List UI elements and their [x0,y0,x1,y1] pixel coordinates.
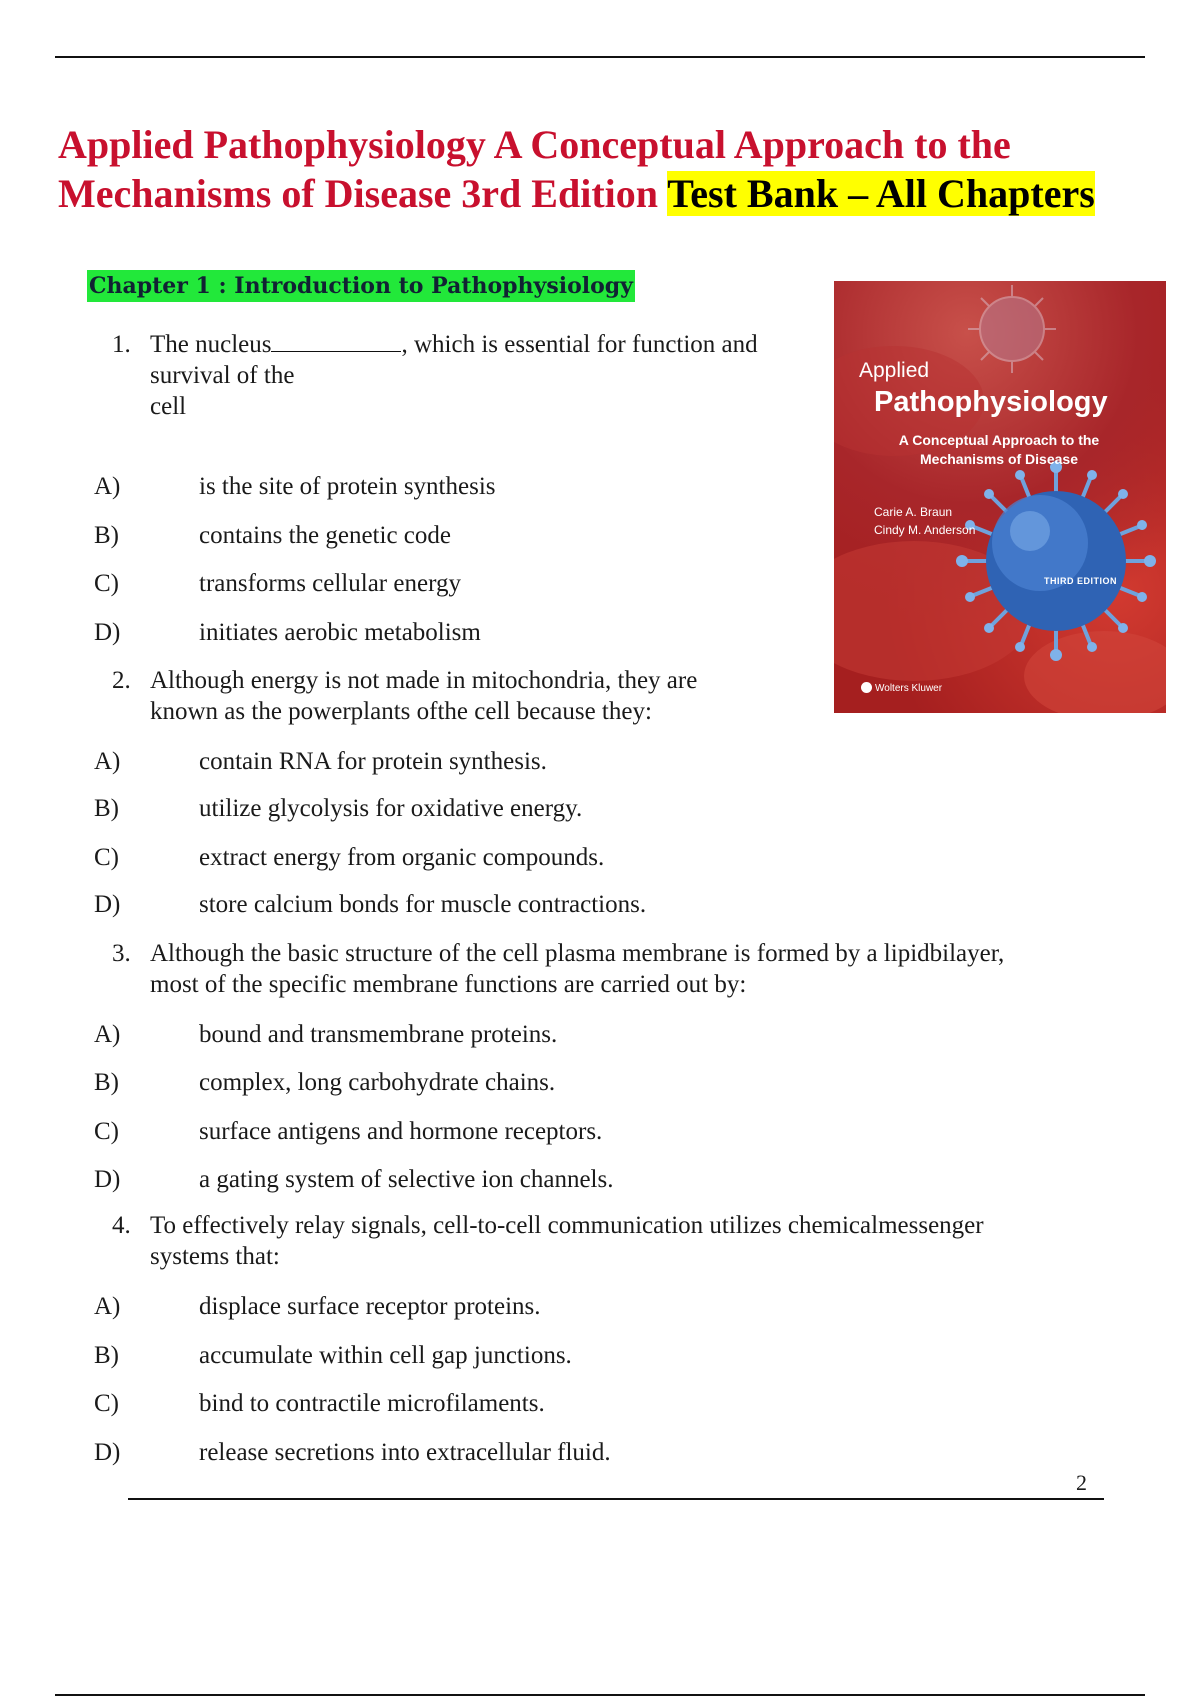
question-number: 1. [112,331,131,358]
cover-author: Carie A. Braun [874,505,953,519]
document-title [58,120,1178,218]
page-number: 2 [1076,1470,1087,1495]
answer-option: D) release secretions into extracellular fluid. [94,1439,611,1466]
cover-subtitle: A Conceptual Approach to the Mechanisms of Disease [898,432,1100,467]
footer-rule [128,1498,1104,1500]
title-main: Applied Pathophysiology A Conceptual Approach to the Mechanisms of Disease 3rd Edition [58,122,1011,216]
question-2 [112,665,1072,727]
question-1 [112,329,1072,422]
answer-option: A) is the site of protein synthesis [94,473,496,500]
chapter-heading: Chapter 1 : Introduction to Pathophysiology [87,270,635,302]
answer-option: C) transforms cellular energy [94,570,461,597]
answer-option: D) a gating system of selective ion channels. [94,1166,614,1193]
answer-option: D) initiates aerobic metabolism [94,619,481,646]
cover-edition: THIRD EDITION [1044,576,1117,586]
answer-option: A) bound and transmembrane proteins. [94,1021,558,1048]
question-number: 2. [112,667,131,694]
answer-option: C) extract energy from organic compounds. [94,844,605,871]
cover-applied: Applied [859,359,930,382]
answer-option: B) utilize glycolysis for oxidative energy. [94,795,583,822]
question-stem: Although energy is not made in mitochondria, they are known as the powerplants ofthe cell because they: [150,667,698,725]
cover-title: Pathophysiology [874,386,1108,418]
answer-option: B) complex, long carbohydrate chains. [94,1069,556,1096]
answer-option: B) accumulate within cell gap junctions. [94,1342,572,1369]
answer-option: A) contain RNA for protein synthesis. [94,748,547,775]
question-3 [112,938,1072,1000]
answer-option: C) bind to contractile microfilaments. [94,1390,545,1417]
question-4 [112,1210,1072,1272]
answer-option: D) store calcium bonds for muscle contractions. [94,891,647,918]
cover-publisher: Wolters Kluwer [875,683,943,694]
answer-option: C) surface antigens and hormone receptors. [94,1118,603,1145]
answer-option: A) displace surface receptor proteins. [94,1293,541,1320]
answer-blank [271,329,401,352]
question-number: 4. [112,1212,131,1239]
answer-option: B) contains the genetic code [94,522,451,549]
title-highlight: Test Bank – All Chapters [667,171,1095,216]
question-stem: The nucleus , which is essential for function and survival of the cell [150,331,758,420]
cover-author: Cindy M. Anderson [874,523,976,537]
top-rule [55,56,1145,58]
question-stem: To effectively relay signals, cell-to-cell communication utilizes chemicalmessenger systems that: [150,1212,984,1270]
question-number: 3. [112,940,131,967]
question-stem: Although the basic structure of the cell plasma membrane is formed by a lipidbilayer, most of the specific membrane functions are carried out by: [150,940,1005,998]
bottom-rule [55,1694,1145,1696]
